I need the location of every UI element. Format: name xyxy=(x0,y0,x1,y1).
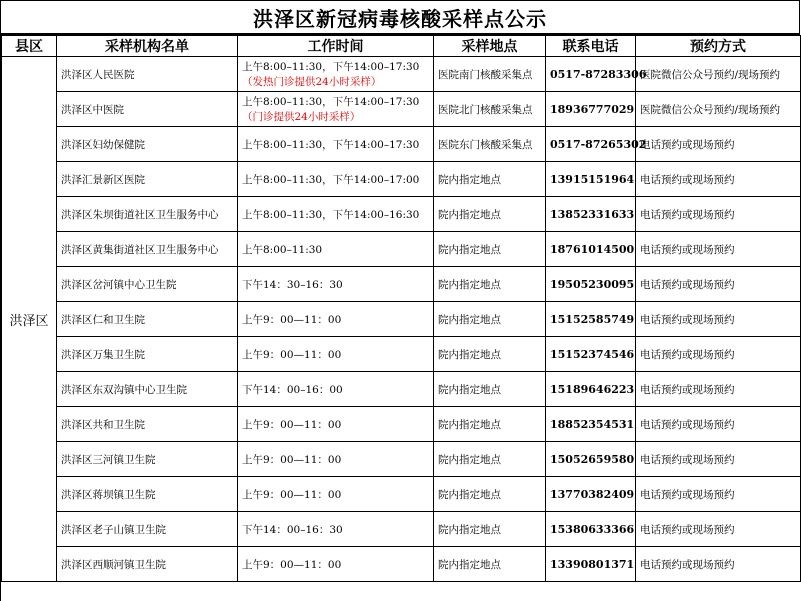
booking-cell: 医院微信公众号预约/现场预约 xyxy=(636,92,801,127)
table-row xyxy=(2,407,801,442)
hours-text: 上午9：00—11：00 xyxy=(242,488,342,501)
header-county: 县区 xyxy=(2,36,57,57)
location-cell: 院内指定地点 xyxy=(434,232,546,267)
location-cell: 院内指定地点 xyxy=(434,197,546,232)
location-cell: 院内指定地点 xyxy=(434,547,546,582)
location-cell: 院内指定地点 xyxy=(434,512,546,547)
header-row xyxy=(2,36,801,57)
phone-cell: 15052659580 xyxy=(546,442,636,477)
hours-text: 上午8:00–11:30，下午14:00–17:30 xyxy=(242,61,420,73)
header-hours: 工作时间 xyxy=(238,36,434,57)
hours-cell xyxy=(238,547,434,582)
page-title: 洪泽区新冠病毒核酸采样点公示 xyxy=(1,1,800,35)
hours-cell xyxy=(238,162,434,197)
phone-cell: 13770382409 xyxy=(546,477,636,512)
hours-cell xyxy=(238,512,434,547)
table-row xyxy=(2,337,801,372)
hours-text: 上午8:00–11:30，下午14:00–17:30 xyxy=(242,138,420,151)
booking-cell: 电话预约或现场预约 xyxy=(636,442,801,477)
location-cell: 院内指定地点 xyxy=(434,372,546,407)
location-cell: 院内指定地点 xyxy=(434,337,546,372)
location-cell: 院内指定地点 xyxy=(434,162,546,197)
hours-cell xyxy=(238,232,434,267)
phone-cell: 15189646223 xyxy=(546,372,636,407)
hours-cell xyxy=(238,197,434,232)
institution-cell: 洪泽区西顺河镇卫生院 xyxy=(57,547,238,582)
institution-cell: 洪泽区朱坝街道社区卫生服务中心 xyxy=(57,197,238,232)
institution-cell: 洪泽区老子山镇卫生院 xyxy=(57,512,238,547)
hours-text: 上午8:00–11:30，下午14:00–17:00 xyxy=(242,173,420,186)
location-cell: 院内指定地点 xyxy=(434,302,546,337)
hours-cell xyxy=(238,477,434,512)
booking-cell: 电话预约或现场预约 xyxy=(636,302,801,337)
booking-cell: 电话预约或现场预约 xyxy=(636,232,801,267)
hours-cell xyxy=(238,127,434,162)
booking-cell: 医院微信公众号预约/现场预约 xyxy=(636,57,801,92)
header-phone: 联系电话 xyxy=(546,36,636,57)
hours-text: 上午9：00—11：00 xyxy=(242,348,342,361)
booking-cell: 电话预约或现场预约 xyxy=(636,547,801,582)
institution-cell: 洪泽区妇幼保健院 xyxy=(57,127,238,162)
institution-cell: 洪泽汇景新区医院 xyxy=(57,162,238,197)
institution-cell: 洪泽区人民医院 xyxy=(57,57,238,92)
table-row xyxy=(2,512,801,547)
location-cell: 院内指定地点 xyxy=(434,407,546,442)
phone-cell: 18852354531 xyxy=(546,407,636,442)
header-institution: 采样机构名单 xyxy=(57,36,238,57)
phone-cell: 0517-87283306 xyxy=(546,57,636,92)
hours-text: 下午14：30–16：30 xyxy=(242,278,343,291)
phone-cell: 15152374546 xyxy=(546,337,636,372)
location-cell: 医院北门核酸采集点 xyxy=(434,92,546,127)
booking-cell: 电话预约或现场预约 xyxy=(636,197,801,232)
county-cell: 洪泽区 xyxy=(2,57,57,582)
hours-text: 上午9：00—11：00 xyxy=(242,558,342,571)
phone-cell: 18761014500 xyxy=(546,232,636,267)
booking-cell: 电话预约或现场预约 xyxy=(636,512,801,547)
hours-text: 下午14：00–16：30 xyxy=(242,523,343,536)
table-row xyxy=(2,92,801,127)
table-row xyxy=(2,477,801,512)
phone-cell: 19505230095 xyxy=(546,267,636,302)
table-row xyxy=(2,267,801,302)
booking-cell: 电话预约或现场预约 xyxy=(636,407,801,442)
hours-text: 上午9：00—11：00 xyxy=(242,313,342,326)
hours-cell xyxy=(238,302,434,337)
booking-cell: 电话预约或现场预约 xyxy=(636,337,801,372)
hours-cell xyxy=(238,57,434,92)
hours-note: （发热门诊提供24小时采样） xyxy=(242,76,382,88)
institution-cell: 洪泽区万集卫生院 xyxy=(57,337,238,372)
phone-cell: 15380633366 xyxy=(546,512,636,547)
institution-cell: 洪泽区蒋坝镇卫生院 xyxy=(57,477,238,512)
hours-text: 上午9：00—11：00 xyxy=(242,453,342,466)
table-row xyxy=(2,302,801,337)
booking-cell: 电话预约或现场预约 xyxy=(636,267,801,302)
booking-cell: 电话预约或现场预约 xyxy=(636,162,801,197)
hours-text: 下午14：00–16：00 xyxy=(242,383,343,396)
location-cell: 院内指定地点 xyxy=(434,477,546,512)
institution-cell: 洪泽区黄集街道社区卫生服务中心 xyxy=(57,232,238,267)
hours-cell xyxy=(238,442,434,477)
table-row xyxy=(2,547,801,582)
phone-cell: 15152585749 xyxy=(546,302,636,337)
institution-cell: 洪泽区三河镇卫生院 xyxy=(57,442,238,477)
institution-cell: 洪泽区岔河镇中心卫生院 xyxy=(57,267,238,302)
phone-cell: 18936777029 xyxy=(546,92,636,127)
table-row xyxy=(2,197,801,232)
hours-cell xyxy=(238,267,434,302)
location-cell: 院内指定地点 xyxy=(434,267,546,302)
location-cell: 医院东门核酸采集点 xyxy=(434,127,546,162)
phone-cell: 0517-87265302 xyxy=(546,127,636,162)
hours-cell xyxy=(238,337,434,372)
table-body xyxy=(2,57,801,582)
location-cell: 院内指定地点 xyxy=(434,442,546,477)
table-row xyxy=(2,162,801,197)
header-location: 采样地点 xyxy=(434,36,546,57)
table-row xyxy=(2,442,801,477)
phone-cell: 13915151964 xyxy=(546,162,636,197)
header-booking: 预约方式 xyxy=(636,36,801,57)
hours-text: 上午8:00–11:30，下午14:00–16:30 xyxy=(242,208,420,221)
booking-cell: 电话预约或现场预约 xyxy=(636,477,801,512)
table-row xyxy=(2,57,801,92)
hours-note: （门诊提供24小时采样） xyxy=(242,111,361,123)
phone-cell: 13390801371 xyxy=(546,547,636,582)
institution-cell: 洪泽区共和卫生院 xyxy=(57,407,238,442)
booking-cell: 电话预约或现场预约 xyxy=(636,127,801,162)
institution-cell: 洪泽区中医院 xyxy=(57,92,238,127)
institution-cell: 洪泽区东双沟镇中心卫生院 xyxy=(57,372,238,407)
sampling-sites-table xyxy=(1,35,801,582)
table-row xyxy=(2,232,801,267)
booking-cell: 电话预约或现场预约 xyxy=(636,372,801,407)
hours-text: 上午9：00—11：00 xyxy=(242,418,342,431)
hours-cell xyxy=(238,407,434,442)
location-cell: 医院南门核酸采集点 xyxy=(434,57,546,92)
hours-text: 上午8:00–11:30，下午14:00–17:30 xyxy=(242,96,420,108)
table-row xyxy=(2,372,801,407)
hours-cell xyxy=(238,372,434,407)
institution-cell: 洪泽区仁和卫生院 xyxy=(57,302,238,337)
table-row xyxy=(2,127,801,162)
hours-text: 上午8:00–11:30 xyxy=(242,243,323,256)
phone-cell: 13852331633 xyxy=(546,197,636,232)
hours-cell xyxy=(238,92,434,127)
